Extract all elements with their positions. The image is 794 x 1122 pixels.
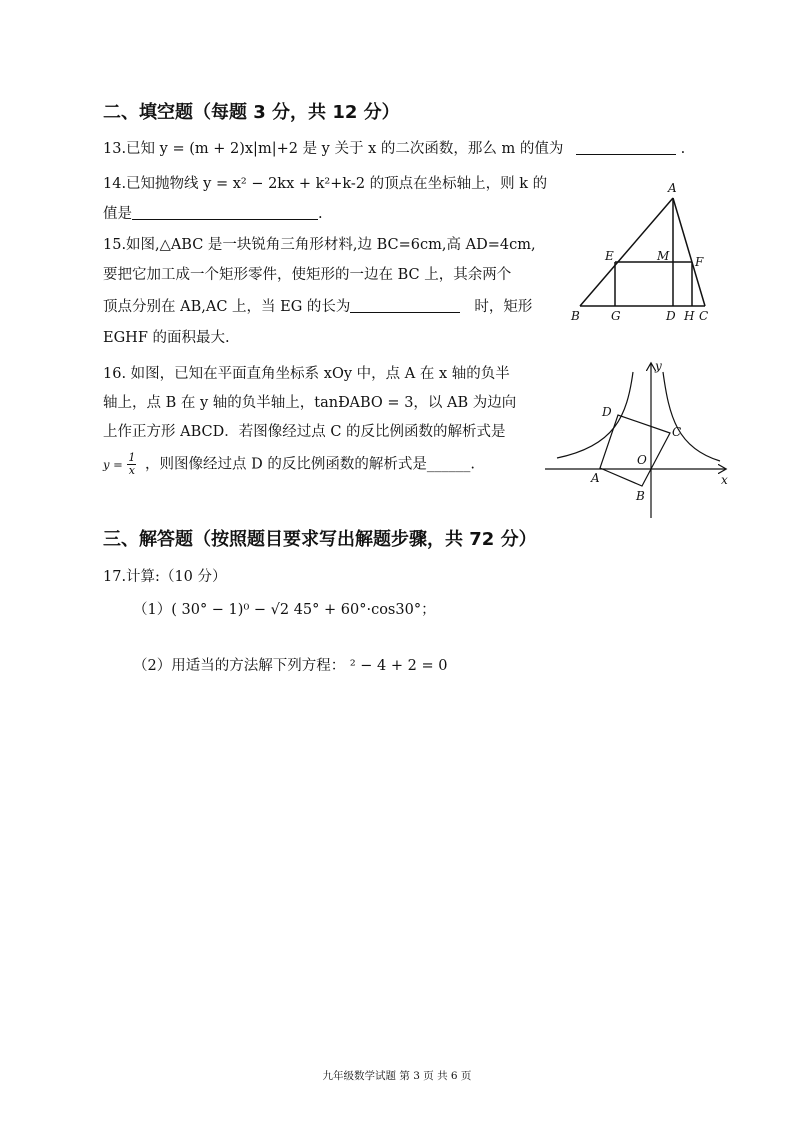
label-point-c: C xyxy=(672,425,682,439)
question-15-prefix: 顶点分别在 AB,AC 上，当 EG 的长为 xyxy=(103,299,351,315)
square-abcd xyxy=(600,415,670,486)
label-e: E xyxy=(605,249,614,263)
fraction-denominator: x xyxy=(128,464,136,477)
question-17-title: 17.计算:（10 分） xyxy=(103,569,227,585)
label-point-d: D xyxy=(602,405,612,419)
question-15-line-2: 要把它加工成一个矩形零件，使矩形的一边在 BC 上，其余两个 xyxy=(103,267,512,283)
label-c: C xyxy=(699,309,709,323)
question-16-line-1: 16. 如图，已知在平面直角坐标系 xOy 中，点 A 在 x 轴的负半 xyxy=(103,366,510,382)
question-16-rest: ，则图像经过点 D 的反比例函数的解析式是______. xyxy=(145,456,475,473)
question-13 xyxy=(103,137,685,158)
label-point-a: A xyxy=(591,471,600,485)
question-17-part-1: （1）( 30° − 1)⁰ − √2 45° + 60°·cos30°； xyxy=(133,602,436,618)
coordinate-figure xyxy=(545,358,740,520)
side-ac xyxy=(673,198,705,306)
answer-blank-13 xyxy=(576,140,676,155)
label-g: G xyxy=(611,309,621,323)
label-d: D xyxy=(666,309,676,323)
fraction-numerator: 1 xyxy=(128,451,136,464)
hyperbola-c-branch xyxy=(663,372,720,461)
label-y-axis: y xyxy=(655,359,662,373)
fraction-lhs: y = xyxy=(103,457,123,472)
label-a: A xyxy=(668,181,677,195)
question-13-text: 13.已知 y = (m + 2)x|m|+2 是 y 关于 x 的二次函数，那么 m 的值为 xyxy=(103,141,564,157)
question-15-line-1: 15.如图,△ABC 是一块锐角三角形材料,边 BC=6cm,高 AD=4cm, xyxy=(103,237,536,253)
label-point-b: B xyxy=(636,489,645,503)
question-13-end: . xyxy=(680,141,686,157)
answer-blank-15 xyxy=(350,298,460,313)
section-2-heading: 二、填空题（每题 3 分，共 12 分） xyxy=(103,102,400,123)
label-origin-o: O xyxy=(637,453,647,467)
label-b: B xyxy=(571,309,580,323)
fraction-one-over-x xyxy=(127,452,136,477)
question-16-line-2: 轴上，点 B 在 y 轴的负半轴上，tanÐABO = 3，以 AB 为边向 xyxy=(103,395,517,411)
triangle-figure xyxy=(565,180,715,325)
question-14-prefix: 值是 xyxy=(103,206,132,222)
answer-blank-14 xyxy=(132,205,318,220)
label-f: F xyxy=(695,255,704,269)
question-16-line-4 xyxy=(103,452,475,477)
question-14-end: . xyxy=(318,206,323,222)
question-14-line-2 xyxy=(103,202,323,223)
section-3-heading: 三、解答题（按照题目要求写出解题步骤，共 72 分） xyxy=(103,529,537,550)
question-15-line-4: EGHF 的面积最大. xyxy=(103,330,230,346)
question-16-line-3: 上作正方形 ABCD．若图像经过点 C 的反比例函数的解析式是 xyxy=(103,424,506,440)
hyperbola-d-branch xyxy=(557,372,633,458)
question-17-part-2: （2）用适当的方法解下列方程： ² − 4 + 2 = 0 xyxy=(133,658,448,674)
label-x-axis: x xyxy=(721,473,728,487)
question-15-suffix: 时，矩形 xyxy=(474,299,533,315)
question-14-line-1: 14.已知抛物线 y = x² − 2kx + k²+k-2 的顶点在坐标轴上，则 k 的 xyxy=(103,176,548,192)
page-footer: 九年级数学试题 第 3 页 共 6 页 xyxy=(322,1070,472,1082)
question-15-line-3 xyxy=(103,295,532,316)
label-h: H xyxy=(684,309,695,323)
label-m: M xyxy=(657,249,670,263)
